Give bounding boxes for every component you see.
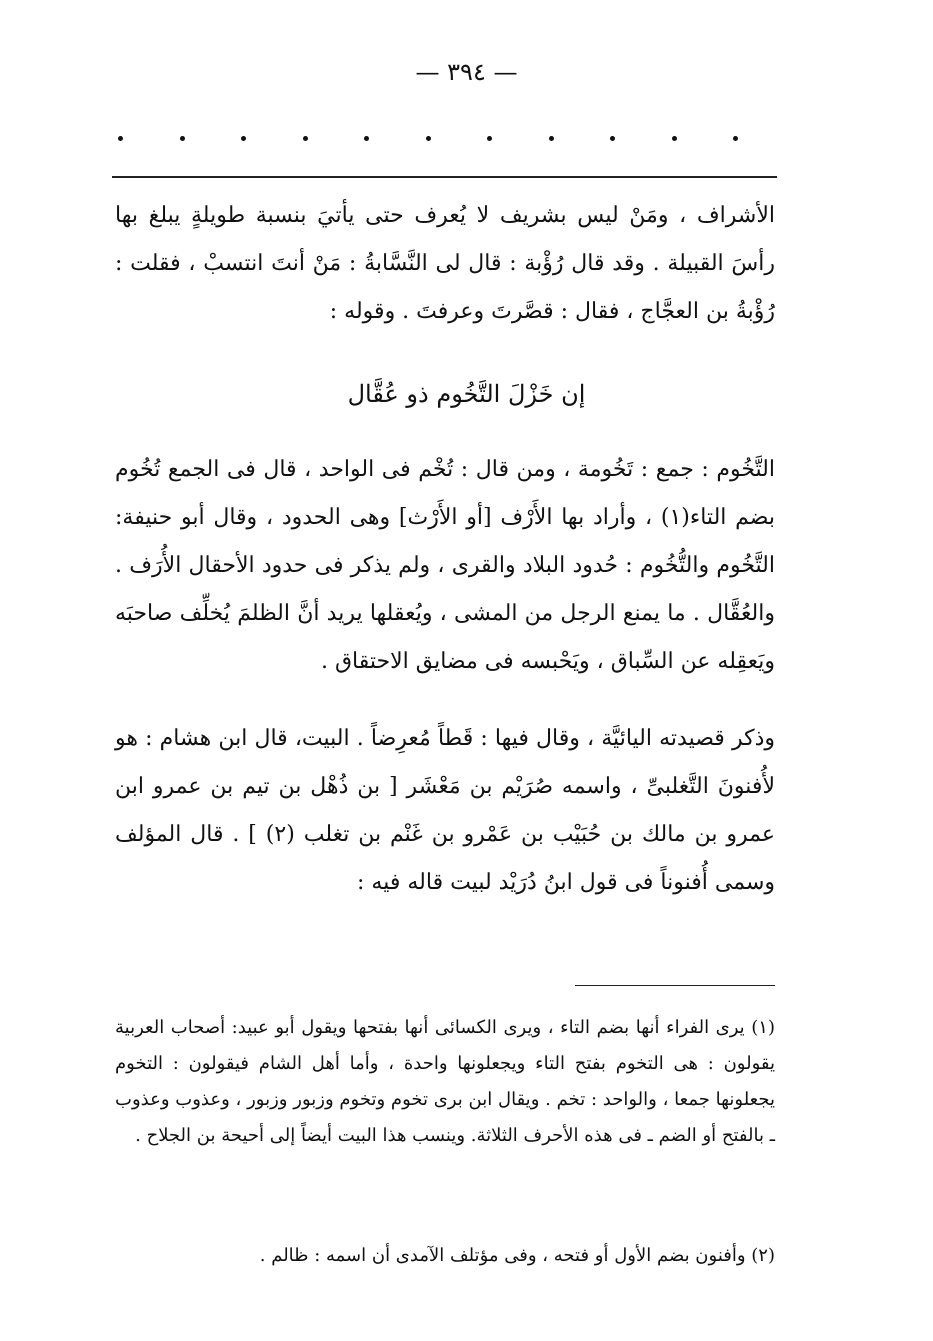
- dot: [241, 136, 246, 141]
- dot: [733, 136, 738, 141]
- paragraph-2: [115, 446, 775, 686]
- footnote-2: [115, 1238, 775, 1274]
- dot: [672, 136, 677, 141]
- dot: [487, 136, 492, 141]
- header-rule: [112, 176, 777, 178]
- verse-line: إن خَزْلَ التَّخُوم ذو عُقَّال: [347, 380, 586, 408]
- footnote-text: (٢) وأفنون بضم الأول أو فتحه ، وفى مؤتلف الآمدى أن اسمه : ظالم .: [259, 1245, 775, 1266]
- footnote-rule: [575, 985, 775, 986]
- page-number: — ٣٩٤ —: [415, 58, 518, 86]
- paragraph-text: الأشراف ، ومَنْ ليس بشريف لا يُعرف حتى يأتيَ بنسبة طويلةٍ يبلغ بها رأسَ القبيلة . وقد قال رُؤْبة : قال لى النَّسَّابةُ : مَنْ أنتَ انتسبْ ، فقلت : رُؤْبةُ بن العجَّاج ، فقال : قصَّرتَ وعرفتَ . وقوله :: [115, 203, 775, 324]
- dot: [549, 136, 554, 141]
- footnote-1: [115, 1010, 775, 1154]
- dot: [118, 136, 123, 141]
- paragraph-text: التَّخُوم : جمع : تَخُومة ، ومن قال : تُخْم فى الواحد ، قال فى الجمع تُخُوم بضم التاء(١) ، وأراد بها الأَرْف [أو الأَرْث] وهى الحدود ، وقال أبو حنيفة: التَّخُوم والتُّخُوم : حُدود البلاد والقرى ، ولم يذكر فى حدود الأحقال الأُرَف . والعُقَّال . ما يمنع الرجل من المشى ، ويُعقلها يريد أنَّ الظلمَ يُخلِّف صاحبَه ويَعقِله عن السِّباق ، ويَحْبسه فى مضايق الاحتقاق .: [115, 457, 775, 674]
- footnote-text: (١) يرى الفراء أنها بضم التاء ، ويرى الكسائى أنها بفتحها ويقول أبو عبيد: أصحاب العربية يقولون : هى التخوم بفتح التاء ويجعلونها واحدة ، وأما أهل الشام فيقولون : التخوم يجعلونها جمعا ، والواحد : تخم . ويقال ابن برى تخوم وتخوم وزبور وزبور ، وعذوب وعذوب ـ بالفتح أو الضم ـ فى هذه الأحرف الثلاثة. وينسب هذا البيت أيضاً إلى أحيحة بن الجلاح .: [115, 1017, 775, 1146]
- ornament-dots: [118, 136, 738, 141]
- paragraph-1: [115, 192, 775, 336]
- dot: [610, 136, 615, 141]
- paragraph-text: وذكر قصيدته اليائيَّة ، وقال فيها : قَطاً مُعرِضاً . البيت، قال ابن هشام : هو لأُفنونَ التَّغلبىِّ ، واسمه صُرَيْم بن مَعْشَر [ بن ذُهْل بن تيم بن عمرو ابن عمرو بن مالك بن حُبَيْب بن عَمْرو بن غَنْم بن تغلب (٢) ] . قال المؤلف وسمى أُفنوناً فى قول ابنُ دُرَيْد لبيت قاله فيه :: [115, 726, 775, 895]
- dot: [180, 136, 185, 141]
- dot: [303, 136, 308, 141]
- paragraph-3: [115, 715, 775, 907]
- dot: [426, 136, 431, 141]
- dot: [364, 136, 369, 141]
